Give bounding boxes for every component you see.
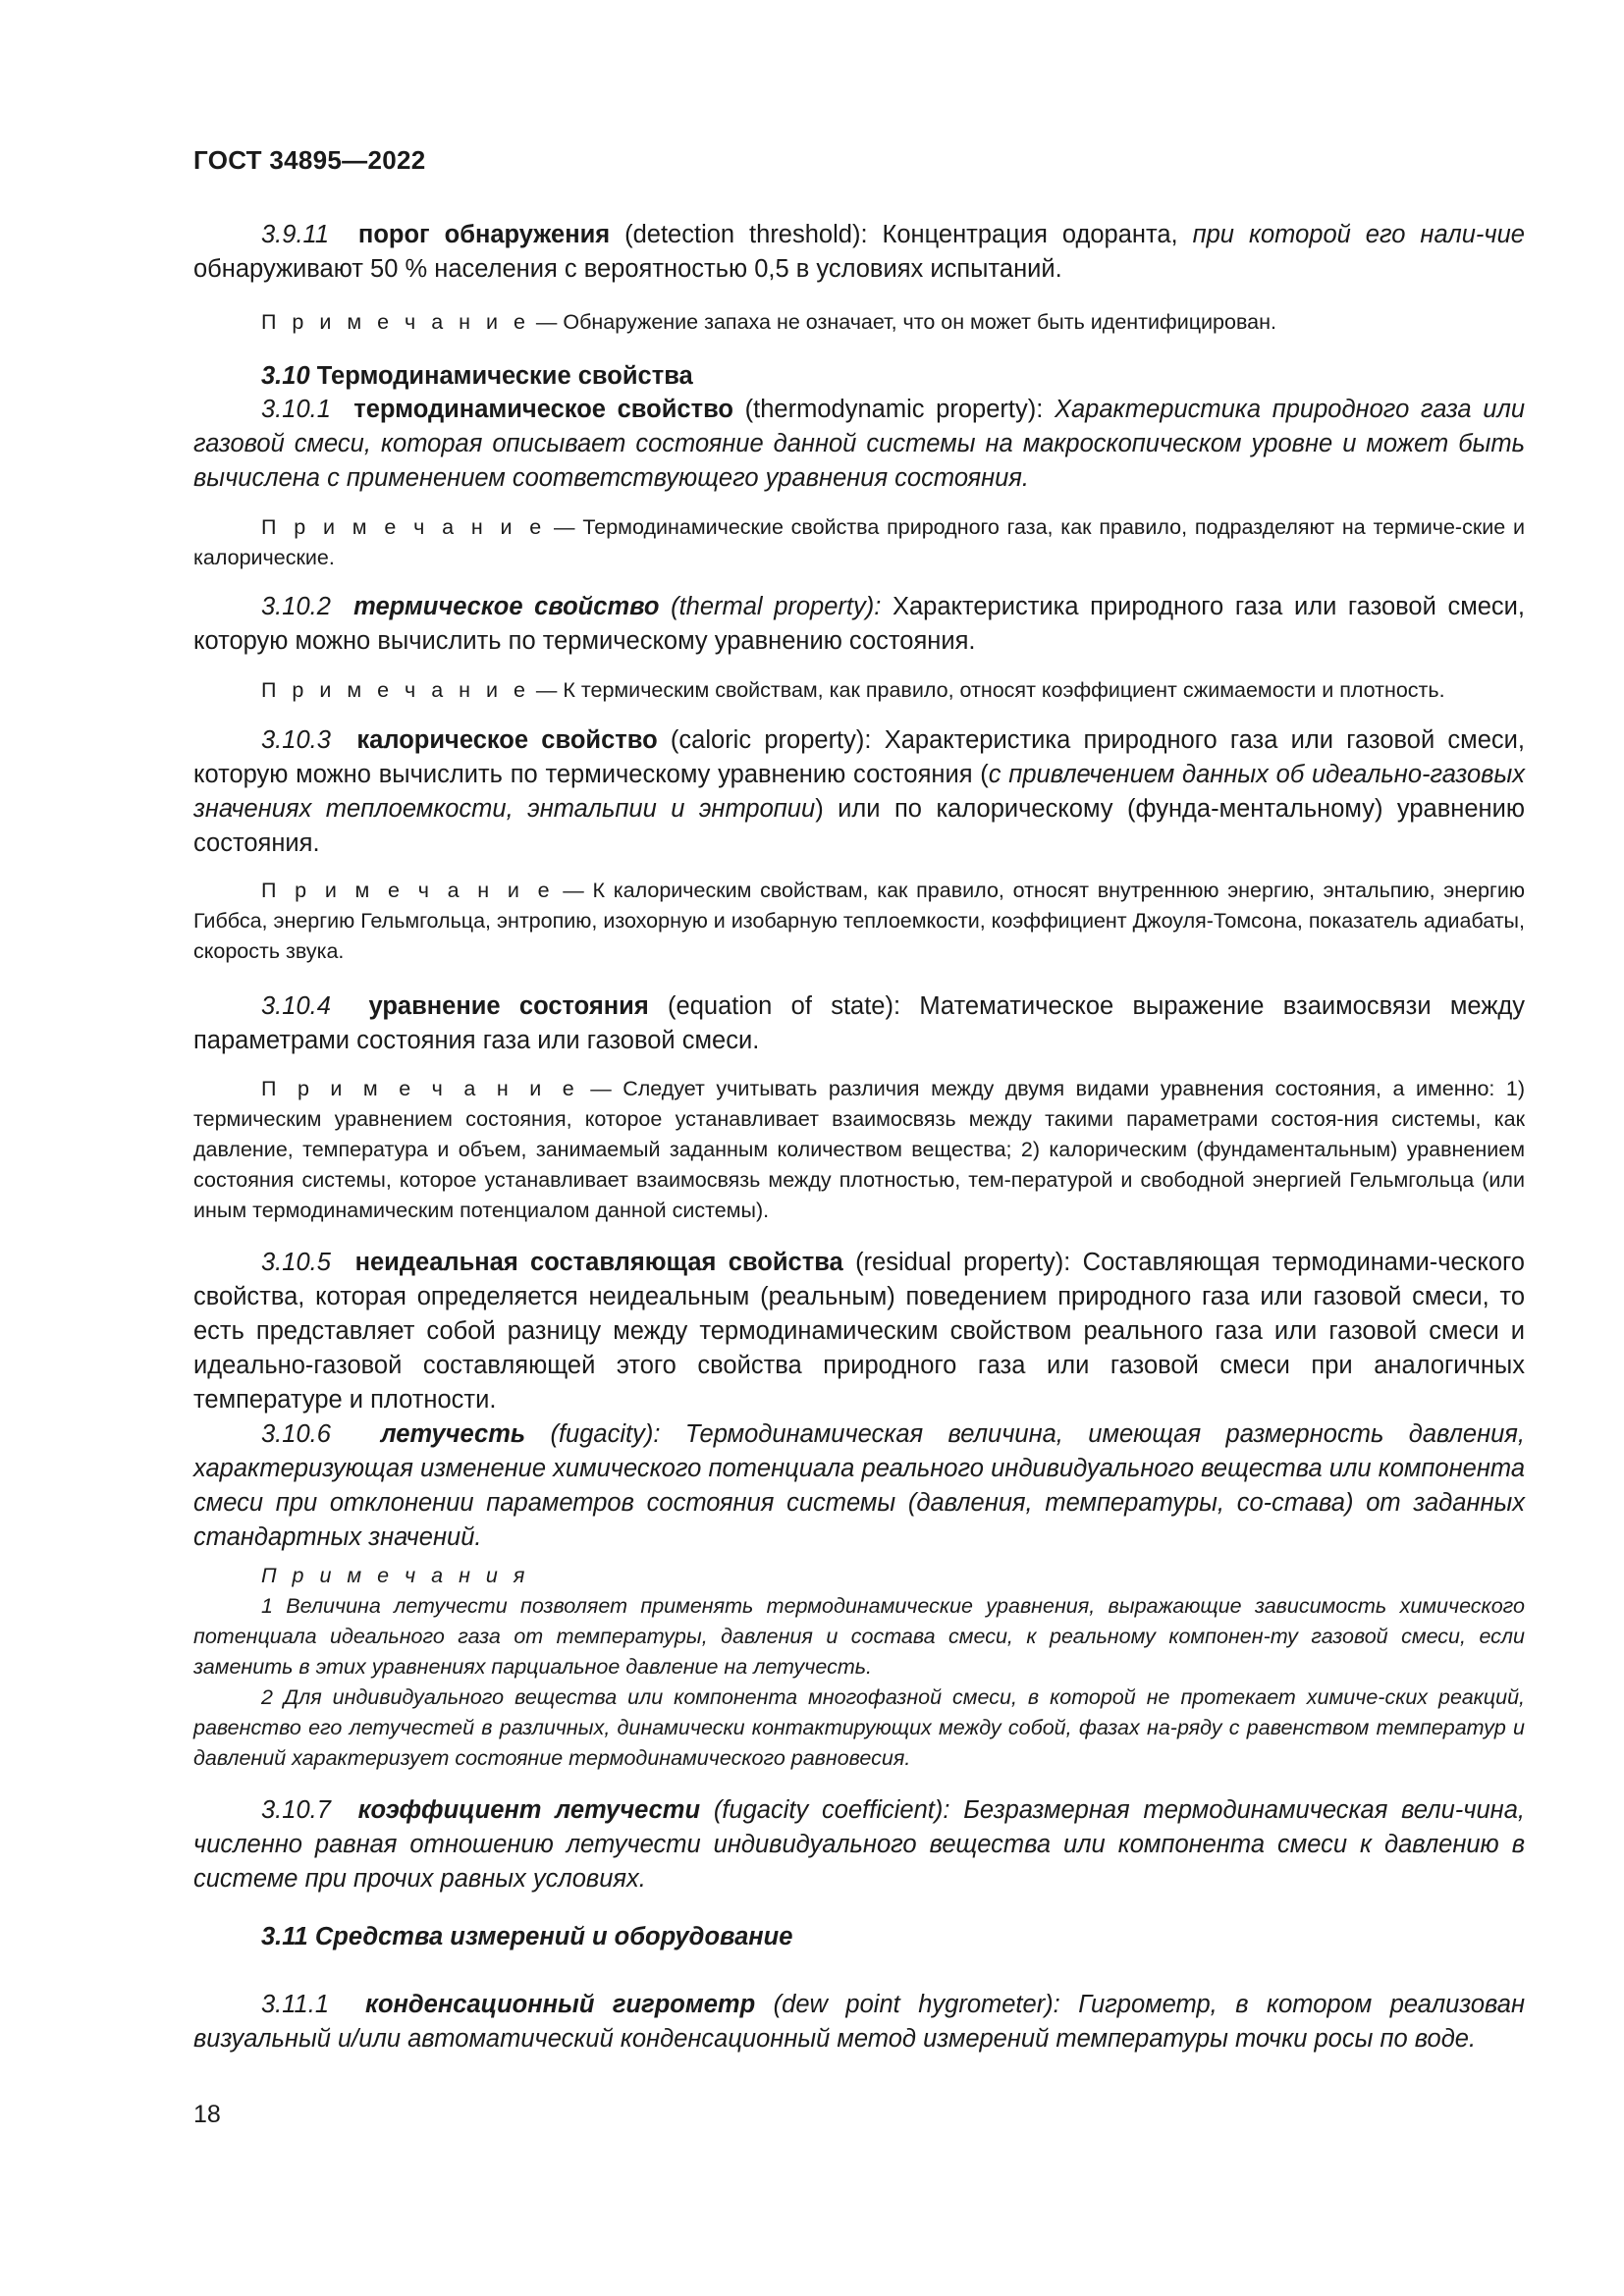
notes-3-10-6: П р и м е ч а н и я 1 Величина летучести позволяет применять термодинамические уравнения, выражающие зависимость химического потенциала идеального газа от температуры, давления и состава смеси, к реальному компонен-ту газовой смеси, если заменить в этих уравнениях парциальное давление на летучесть. 2 Для индивидуального вещества или компонента многофазной смеси, в которой не протекает химиче-ских реакций, равенство его летучестей в различных, динамически контактирующих между собой, фазах на-ряду с равенством температур и давлений характеризует состояние термодинамического равновесия. <box>193 1561 1525 1774</box>
section-heading-3-10: 3.10 Термодинамические свойства <box>261 362 693 390</box>
note-3-10-2: П р и м е ч а н и е — К термическим свойствам, как правило, относят коэффициент сжимаемости и плотность. <box>261 678 1445 702</box>
document-header: ГОСТ 34895—2022 <box>193 145 426 175</box>
term-3-10-2: 3.10.2 термическое свойство (thermal property): Характеристика природного газа или газовой смеси, которую можно вычислить по термическому уравнению состояния. <box>193 593 1525 655</box>
term-3-10-1: 3.10.1 термодинамическое свойство (thermodynamic property): Характеристика природного газа или газовой смеси, которая описывает состояние данной системы на макроскопическом уровне и может быть вычислена с применением соответствующего уравнения состояния. <box>193 396 1526 492</box>
term-3-10-4: 3.10.4 уравнение состояния (equation of state): Математическое выражение взаимосвязи между параметрами состояния газа или газовой смеси. <box>193 992 1526 1054</box>
note-item-2: 2 Для индивидуального вещества или компонента многофазной смеси, в которой не протекает химиче-ских реакций, равенство его летучестей в различных, динамически контактирующих между собой, фазах на-ряду с равенством температур и давлений характеризует состояние термодинамического равновесия. <box>193 1685 1525 1770</box>
note-3-9-11: П р и м е ч а н и е — Обнаружение запаха не означает, что он может быть идентифицирован. <box>261 310 1276 334</box>
term-3-10-6: 3.10.6 летучесть (fugacity): Термодинамическая величина, имеющая размерность давления, характеризующая изменение химического потенциала реального индивидуального вещества или компонента смеси при отклонении параметров состояния системы (давления, температуры, со-става) от заданных стандартных значений. <box>193 1420 1525 1551</box>
term-3-10-3: 3.10.3 калорическое свойство (caloric property): Характеристика природного газа или газовой смеси, которую можно вычислить по термическому уравнению состояния (с привлечением данных об идеально-газовых значениях теплоемкости, энтальпии и энтропии) или по калорическому (фунда-ментальному) уравнению состояния. <box>193 726 1526 857</box>
note-3-10-4: П р и м е ч а н и е — Следует учитывать различия между двумя видами уравнения состояния, а именно: 1) термическим уравнением состояния, которое устанавливает взаимосвязь между такими параметрами состоя-ния системы, как давление, температура и объем, занимаемый заданным количеством вещества; 2) калорическим (фундаментальным) уравнением состояния системы, которое устанавливает взаимосвязь между плотностью, тем-пературой и свободной энергией Гельмгольца (или иным термодинамическим потенциалом данной системы). <box>193 1077 1526 1222</box>
term-3-10-5: 3.10.5 неидеальная составляющая свойства (residual property): Составляющая термодинами-ческого свойства, которая определяется неидеальным (реальным) поведением природного газа или газовой смеси, то есть представляет собой разницу между термодинамическим свойством реального газа или газовой смеси и идеально-газовой составляющей этого свойства природного газа или газовой смеси при аналогичных температуре и плотности. <box>193 1249 1525 1414</box>
note-3-10-3: П р и м е ч а н и е — К калорическим свойствам, как правило, относят внутреннюю энергию, энтальпию, энергию Гиббса, энергию Гельмгольца, энтропию, изохорную и изобарную теплоемкости, коэффициент Джоуля-Томсона, показатель адиабаты, скорость звука. <box>193 879 1525 963</box>
page-number: 18 <box>193 2101 221 2128</box>
term-name: порог обнаружения <box>357 221 611 248</box>
term-3-9-11: 3.9.11 порог обнаружения (detection threshold): Концентрация одоранта, при которой его нали-чие обнаруживают 50 % населения с вероятностью 0,5 в условиях испытаний. <box>193 221 1525 283</box>
section-heading-3-11: 3.11 Средства измерений и оборудование <box>261 1923 793 1950</box>
term-3-10-7: 3.10.7 коэффициент летучести (fugacity coefficient): Безразмерная термодинамическая вели-чина, численно равная отношению летучести индивидуального вещества или компонента смеси к давлению в системе при прочих равных условиях. <box>193 1796 1525 1893</box>
term-3-11-1: 3.11.1 конденсационный гигрометр (dew point hygrometer): Гигрометр, в котором реализован визуальный и/или автоматический конденсационный метод измерений температуры точки росы по воде. <box>193 1991 1525 2053</box>
note-item-1: 1 Величина летучести позволяет применять термодинамические уравнения, выражающие зависимость химического потенциала идеального газа от температуры, давления и состава смеси, к реальному компонен-ту газовой смеси, если заменить в этих уравнениях парциальное давление на летучесть. <box>193 1594 1525 1679</box>
note-3-10-1: П р и м е ч а н и е — Термодинамические свойства природного газа, как правило, подразделяют на термиче-ские и калорические. <box>193 515 1525 569</box>
